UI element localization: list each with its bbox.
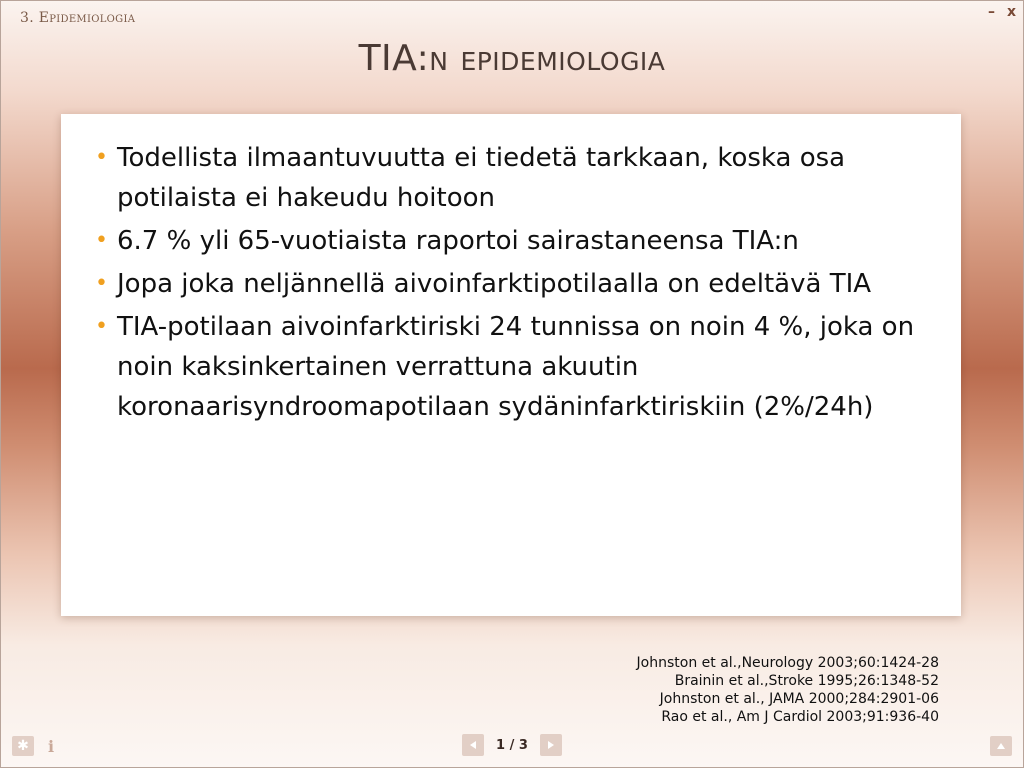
info-icon[interactable]: i [48, 736, 55, 756]
bullet-text: TIA-potilaan aivoinfarktiriski 24 tunnissa on noin 4 %, joka on noin kaksinkertainen verrattuna akuutin koronaarisyndroomapotilaan sydäninfarktiriskiin (2%/24h) [117, 312, 915, 422]
triangle-up-icon [996, 741, 1006, 751]
slide-title: TIA:n epidemiologia [358, 38, 666, 79]
reference-item: Brainin et al.,Stroke 1995;26:1348-52 [674, 673, 939, 689]
triangle-right-icon [546, 740, 556, 750]
close-button[interactable]: x [1006, 4, 1016, 20]
minimize-button[interactable]: – [987, 4, 995, 20]
bullet-item [95, 264, 921, 304]
bullet-text: 6.7 % yli 65-vuotiaista raportoi sairastaneensa TIA:n [117, 226, 799, 256]
reference-item: Johnston et al.,Neurology 2003;60:1424-28 [636, 655, 939, 671]
reference-item: Johnston et al., JAMA 2000;284:2901-06 [659, 691, 939, 707]
bullet-item [95, 221, 921, 261]
page-indicator [492, 738, 532, 753]
bullet-icon: • [95, 271, 108, 296]
bullet-icon: • [95, 228, 108, 253]
page-current: 1 [496, 737, 506, 753]
triangle-left-icon [468, 740, 478, 750]
prev-page-button[interactable] [462, 734, 484, 756]
window-controls [988, 4, 1016, 20]
bottom-left-controls [12, 736, 54, 756]
asterisk-icon[interactable]: ✱ [12, 736, 34, 756]
reference-item: Rao et al., Am J Cardiol 2003;91:936-40 [661, 709, 939, 725]
bullet-icon: • [95, 314, 108, 339]
page-total: 3 [518, 737, 528, 753]
next-page-button[interactable] [540, 734, 562, 756]
pager [462, 734, 562, 756]
bullet-icon: • [95, 145, 108, 170]
bullet-item [95, 138, 921, 218]
section-label: 3. Epidemiologia [20, 10, 136, 26]
page-separator: / [509, 737, 515, 753]
bullet-text: Jopa joka neljännellä aivoinfarktipotilaalla on edeltävä TIA [117, 269, 872, 299]
scroll-top-button[interactable] [990, 736, 1012, 756]
bullet-item [95, 307, 921, 427]
bullet-text: Todellista ilmaantuvuutta ei tiedetä tarkkaan, koska osa potilaista ei hakeudu hoitoon [117, 143, 846, 213]
content-card [61, 114, 961, 616]
references [637, 654, 939, 726]
bullet-list [95, 138, 921, 427]
